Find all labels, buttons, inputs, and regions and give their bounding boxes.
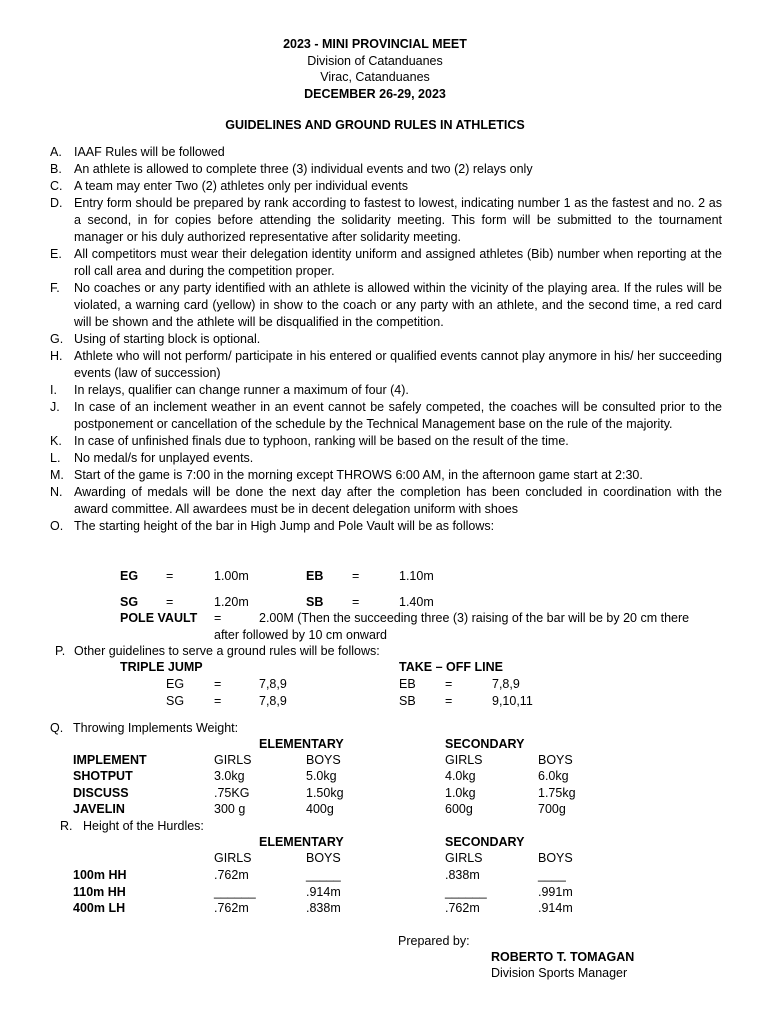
rule-letter: G. [50,332,64,346]
rule-item [50,484,722,518]
preparer-title: Division Sports Manager [491,966,628,980]
rule-item [50,246,722,280]
eb-label: EB [306,569,324,583]
throwing-sec-girls: GIRLS [445,753,483,767]
rule-text: All competitors must wear their delegation identity uniform and assigned athletes (Bib) number when reporting at the roll call area and during the competition proper. [74,247,722,278]
sg-label: SG [120,595,139,609]
table-cell: 1.50kg [306,785,344,800]
rule-text: No coaches or any party identified with an athlete is allowed within the vicinity of the playing area. If the rules will be violated, a warning card (yellow) in show to the coach or any party with an athlete, and the second time, a red card will be shown and the athlete will be disqualified in the competition. [74,281,722,329]
eb-equals: = [352,569,360,583]
pole-vault-value-cont: after followed by 10 cm onward [214,628,388,642]
rule-letter: M. [50,468,64,482]
rule-letter: F. [50,281,60,295]
rule-letter: J. [50,400,60,414]
hurdles-secondary-header: SECONDARY [445,835,525,849]
rule-item [50,450,722,467]
rule-item [50,331,722,348]
implement-header: IMPLEMENT [73,753,147,767]
rule-letter: C. [50,179,63,193]
table-cell: ______ [445,884,487,899]
table-cell: 6.0kg [538,769,569,783]
hurdles-sec-girls: GIRLS [445,851,483,865]
table-cell: _____ [306,868,341,882]
rule-letter: A. [50,145,62,159]
table-cell: 700g [538,802,566,816]
table-cell: ____ [538,868,566,882]
triple-jump-title: TRIPLE JUMP [120,660,203,674]
tj-sg-value: 7,8,9 [259,694,287,708]
rule-text: The starting height of the bar in High Jump and Pole Vault will be as follows: [74,519,495,533]
rule-p-text: Other guidelines to serve a ground rules will be follows: [74,644,380,658]
rule-item [50,467,722,484]
rule-text: In case of unfinished finals due to typhoon, ranking will be based on the result of the time. [74,434,569,448]
rule-letter: N. [50,485,63,499]
rule-letter: O. [50,519,64,533]
throwing-secondary-header: SECONDARY [445,737,525,751]
table-cell: .762m [214,868,249,882]
rule-text: Entry form should be prepared by rank according to fastest to lowest, indicating number 1 as the fastest and no. 2 as a second, in for copies before attending the solidarity meeting. This form will be submitted to the tournament manager or his duly authorized representative after solidarity meeting. [74,196,722,244]
table-cell: 4.0kg [445,769,476,783]
rule-item [50,161,722,178]
rule-text: Start of the game is 7:00 in the morning except THROWS 6:00 AM, in the afternoon game start at 2:30. [74,468,643,482]
rule-item [50,348,722,382]
table-cell: .838m [445,868,480,882]
rule-text: Athlete who will not perform/ participate in his entered or qualified events cannot play anymore in his/ her succeeding events (law of succession) [74,349,722,380]
rule-item [50,178,722,195]
venue: Virac, Catanduanes [320,70,430,84]
rule-q-letter: Q. [50,721,64,735]
to-eb-value: 7,8,9 [492,677,520,691]
table-cell: ______ [214,884,256,899]
table-cell: 1.0kg [445,785,476,800]
rule-text: No medal/s for unplayed events. [74,451,254,465]
prepared-by-label: Prepared by: [398,934,470,948]
hurdles-elementary-header: ELEMENTARY [259,835,344,849]
table-cell: 300 g [214,802,246,816]
throwing-elem-girls: GIRLS [214,753,252,767]
document-header [0,36,750,102]
table-cell: .838m [306,901,341,915]
table-cell: .762m [214,901,249,915]
rule-text: An athlete is allowed to complete three (3) individual events and two (2) relays only [74,162,533,176]
rules-list [50,144,722,535]
rule-r-text: Height of the Hurdles: [83,819,204,833]
table-row-label: SHOTPUT [73,769,133,783]
sb-label: SB [306,595,324,609]
rule-text: A team may enter Two (2) athletes only per individual events [74,179,408,193]
table-row-label: DISCUSS [73,785,129,800]
rule-item [50,433,722,450]
rule-letter: E. [50,247,62,261]
hurdles-sec-boys: BOYS [538,851,573,865]
table-cell: 1.75kg [538,785,576,800]
table-cell: .914m [306,884,341,899]
hurdles-elem-girls: GIRLS [214,851,252,865]
eb-value: 1.10m [399,569,434,583]
to-eb-label: EB [399,677,416,691]
throwing-elem-boys: BOYS [306,753,341,767]
rule-text: Awarding of medals will be done the next day after the completion has been concluded in coordination with the award committee. All awardees must be in decent delegation uniform with shoes [74,485,722,516]
table-row-label: JAVELIN [73,802,125,816]
rule-text: In case of an inclement weather in an event cannot be safely competed, the coaches will be consulted prior to the postponement or cancellation of the schedule by the Technical Management base on the rule of the majority. [74,400,722,431]
table-cell: 3.0kg [214,769,245,783]
rule-letter: I. [50,383,57,397]
preparer-name: ROBERTO T. TOMAGAN [491,950,635,964]
sg-value: 1.20m [214,595,249,609]
rule-letter: L. [50,451,61,465]
rule-item [50,399,722,433]
tj-eg-value: 7,8,9 [259,677,287,691]
take-off-title: TAKE – OFF LINE [399,660,503,674]
table-row-label: 110m HH [73,884,126,899]
rule-q-text: Throwing Implements Weight: [73,721,239,735]
rule-item [50,382,722,399]
eg-value: 1.00m [214,569,249,583]
rule-p-letter: P. [55,644,66,658]
throwing-elementary-header: ELEMENTARY [259,737,344,751]
rule-item [50,144,722,161]
table-cell: .75KG [214,785,250,800]
table-row-label: 100m HH [73,868,127,882]
eg-equals: = [166,569,174,583]
pole-vault-label: POLE VAULT [120,611,198,625]
table-cell: 5.0kg [306,769,337,783]
tj-eg-label: EG [166,677,185,691]
rule-text: In relays, qualifier can change runner a maximum of four (4). [74,383,409,397]
tj-eg-equals: = [214,677,222,691]
table-cell: .991m [538,884,573,899]
hurdles-elem-boys: BOYS [306,851,341,865]
rule-text: Using of starting block is optional. [74,332,261,346]
meet-dates: DECEMBER 26-29, 2023 [304,86,446,101]
pole-vault-equals: = [214,611,222,625]
eg-label: EG [120,569,139,583]
rule-letter: D. [50,196,63,210]
rule-letter: K. [50,434,62,448]
rule-item [50,195,722,246]
table-cell: 600g [445,802,473,816]
table-row-label: 400m LH [73,901,126,915]
pole-vault-value: 2.00M (Then the succeeding three (3) raising of the bar will be by 20 cm there [259,611,690,625]
to-eb-equals: = [445,677,453,691]
to-sb-equals: = [445,694,453,708]
sb-equals: = [352,595,360,609]
rule-text: IAAF Rules will be followed [74,145,225,159]
table-cell: 400g [306,802,334,816]
rule-item [50,518,722,535]
throwing-sec-boys: BOYS [538,753,573,767]
to-sb-label: SB [399,694,416,708]
table-cell: .914m [538,901,573,915]
sg-equals: = [166,595,174,609]
meet-title: 2023 - MINI PROVINCIAL MEET [283,37,467,51]
table-cell: .762m [445,901,480,915]
rule-letter: H. [50,349,63,363]
tj-sg-label: SG [166,694,185,708]
division-name: Division of Catanduanes [307,53,443,68]
rule-letter: B. [50,162,62,176]
to-sb-value: 9,10,11 [492,694,533,708]
rule-item [50,280,722,331]
tj-sg-equals: = [214,694,222,708]
rule-r-letter: R. [60,819,73,833]
guidelines-title: GUIDELINES AND GROUND RULES IN ATHLETICS [225,118,525,132]
sb-value: 1.40m [399,595,434,609]
